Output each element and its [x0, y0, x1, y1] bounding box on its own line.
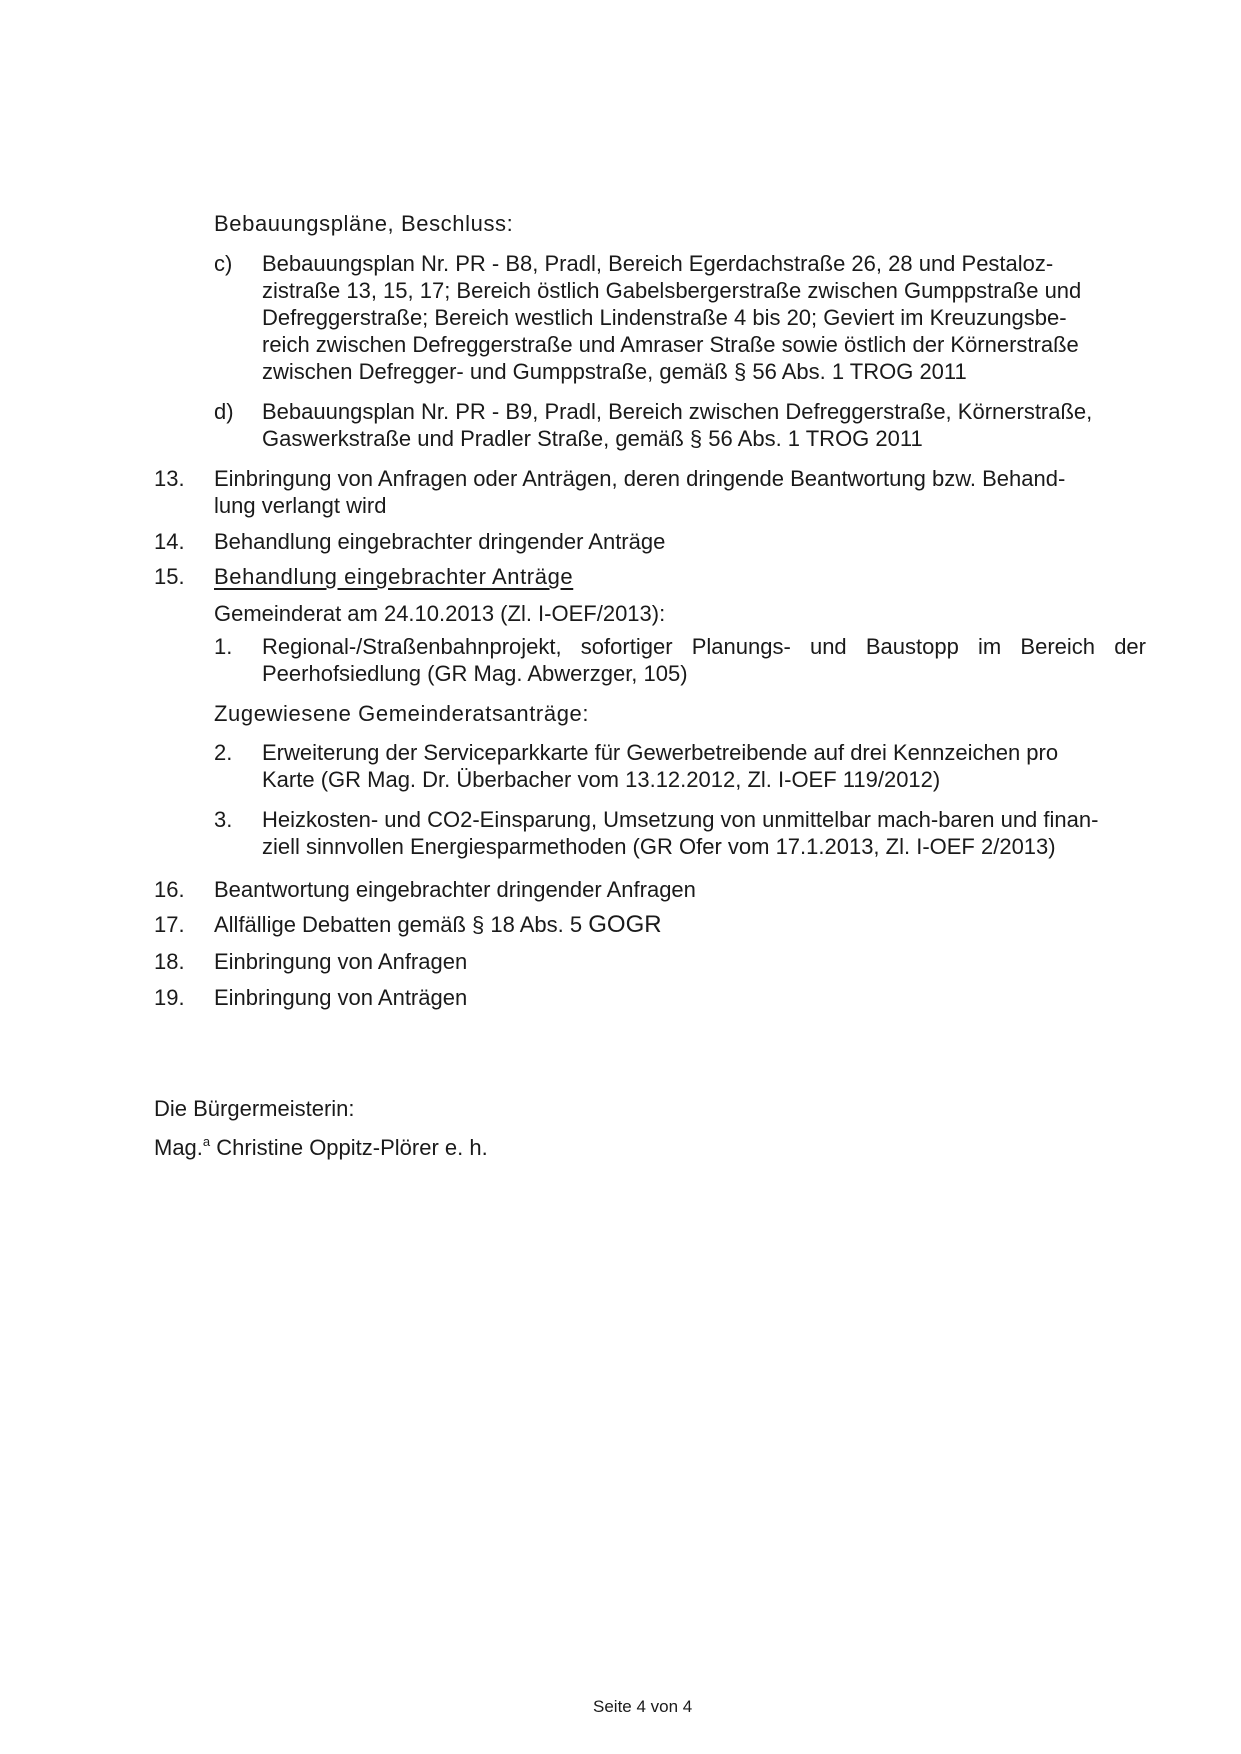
gemeinderat-item-1-text: Regional-/Straßenbahnprojekt, sofortiger Planungs- und Baustopp im Bereich der Peerhofsiedlung (GR Mag. Abwerzger, 105): [262, 634, 1146, 687]
item-17-text-main: Allfällige Debatten gemäß § 18 Abs. 5: [214, 912, 589, 937]
sub-item-c-line: Defreggerstraße; Bereich westlich Lindenstraße 4 bis 20; Geviert im Kreuzungsbe-: [262, 305, 1067, 330]
signature-role: Die Bürgermeisterin:: [154, 1096, 355, 1121]
item-13-line: lung verlangt wird: [214, 493, 387, 518]
item-number-17: 17.: [154, 912, 185, 937]
sub-item-c-line: reich zwischen Defreggerstraße und Amraser Straße sowie östlich der Körnerstraße: [262, 332, 1079, 357]
item-17-text: [214, 911, 662, 938]
zugewiesen-heading: Zugewiesene Gemeinderatsanträge:: [214, 701, 590, 726]
section-heading-bebauungsplaene: Bebauungspläne, Beschluss:: [214, 211, 514, 236]
item-17-text-gogr: GOGR: [588, 911, 662, 938]
item-15-text: Behandlung eingebrachter Anträge: [214, 564, 574, 589]
sub-item-marker-c: c): [214, 251, 233, 276]
item-number-15: 15.: [154, 564, 185, 589]
signature-title-prefix: Mag.: [154, 1135, 203, 1160]
sub-item-d-line: Bebauungsplan Nr. PR - B9, Pradl, Bereich zwischen Defreggerstraße, Körnerstraße,: [262, 399, 1093, 424]
item-number-14: 14.: [154, 529, 185, 554]
zugewiesen-item-3-line: Heizkosten- und CO2-Einsparung, Umsetzung von unmittelbar mach-baren und finan-: [262, 807, 1099, 832]
zugewiesen-item-marker-2: 2.: [214, 740, 233, 765]
zugewiesen-item-2-line: Erweiterung der Serviceparkkarte für Gewerbetreibende auf drei Kennzeichen pro: [262, 740, 1059, 765]
item-number-16: 16.: [154, 877, 185, 902]
signature-name: [154, 1134, 488, 1164]
signature-title-sup: a: [202, 1134, 211, 1149]
item-number-18: 18.: [154, 949, 185, 974]
item-number-13: 13.: [154, 466, 185, 491]
gemeinderat-heading: Gemeinderat am 24.10.2013 (Zl. I-OEF/2013):: [214, 601, 666, 626]
sub-item-d-line: Gaswerkstraße und Pradler Straße, gemäß § 56 Abs. 1 TROG 2011: [262, 426, 923, 451]
zugewiesen-item-marker-3: 3.: [214, 807, 233, 832]
item-number-19: 19.: [154, 985, 185, 1010]
zugewiesen-item-2-line: Karte (GR Mag. Dr. Überbacher vom 13.12.2012, Zl. I-OEF 119/2012): [262, 767, 941, 792]
zugewiesen-item-3-line: ziell sinnvollen Energiesparmethoden (GR Ofer vom 17.1.2013, Zl. I-OEF 2/2013): [262, 834, 1056, 859]
item-16-text: Beantwortung eingebrachter dringender Anfragen: [214, 877, 696, 902]
sub-item-marker-d: d): [214, 399, 234, 424]
sub-item-c-line: zistraße 13, 15, 17; Bereich östlich Gabelsbergerstraße zwischen Gumppstraße und: [262, 278, 1082, 303]
gemeinderat-item-marker-1: 1.: [214, 634, 233, 659]
sub-item-c-line: Bebauungsplan Nr. PR - B8, Pradl, Bereich Egerdachstraße 26, 28 und Pestaloz-: [262, 251, 1054, 276]
item-13-line: Einbringung von Anfragen oder Anträgen, deren dringende Beantwortung bzw. Behand-: [214, 466, 1066, 491]
item-19-text: Einbringung von Anträgen: [214, 985, 468, 1010]
item-14-text: Behandlung eingebrachter dringender Anträge: [214, 529, 666, 554]
page-footer: Seite 4 von 4: [593, 1697, 693, 1716]
signature-name-text: Christine Oppitz-Plörer e. h.: [210, 1135, 488, 1160]
item-18-text: Einbringung von Anfragen: [214, 949, 468, 974]
sub-item-c-line: zwischen Defregger- und Gumppstraße, gemäß § 56 Abs. 1 TROG 2011: [262, 359, 967, 384]
